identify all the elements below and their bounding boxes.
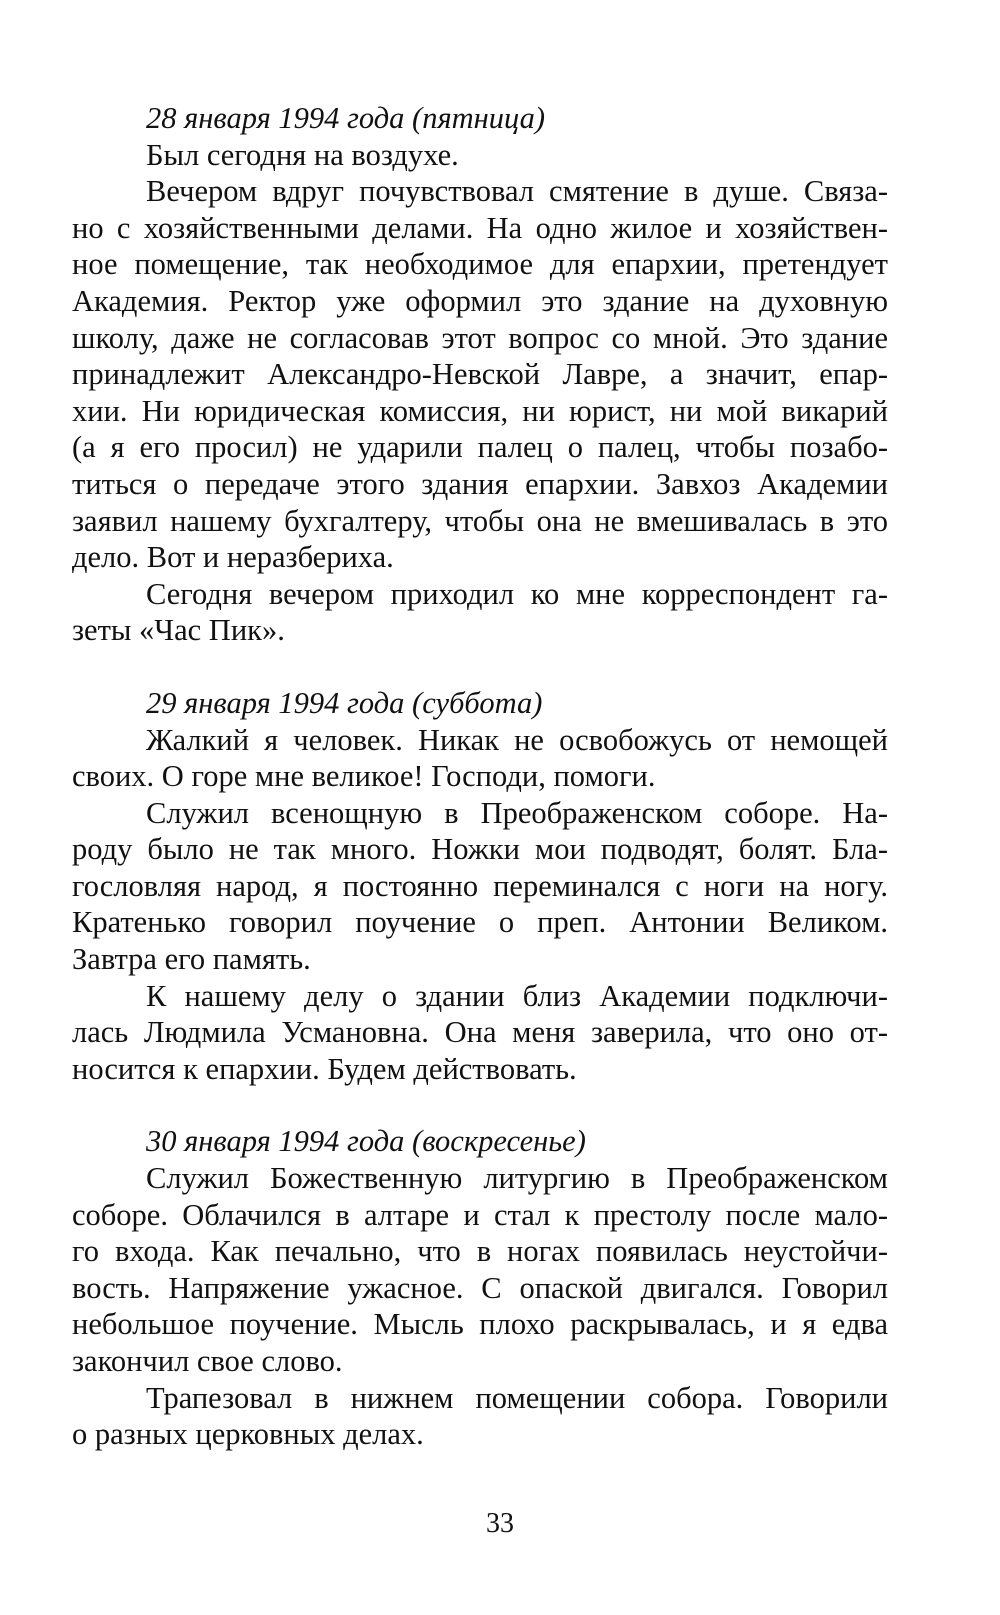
text-line: ное помещение, так необходимое для епархии, претендует [72, 247, 888, 282]
paragraph [72, 576, 888, 649]
text-line: дело. Вот и неразбериха. [72, 540, 394, 575]
diary-entries [72, 100, 888, 1453]
text-line: своих. О горе мне великое! Господи, помоги. [72, 759, 656, 794]
text-line: лась Людмила Усмановна. Она меня заверила, что оно от- [72, 1015, 888, 1050]
text-line: принадлежит Александро-Невской Лавре, а значит, епар- [72, 357, 888, 392]
text-line: закончил свое слово. [72, 1344, 343, 1378]
text-line: К нашему делу о здании близ Академии подключи- [146, 978, 888, 1013]
page-number: 33 [486, 1508, 514, 1539]
entry-date: 29 января 1994 года (суббота) [146, 685, 543, 720]
text-line: вость. Напряжение ужасное. С опаской двигался. Говорил [72, 1270, 888, 1305]
text-line: о разных церковных делах. [72, 1417, 424, 1452]
text-line: Завтра его память. [72, 942, 311, 977]
diary-entry [72, 1123, 888, 1452]
text-line: (а я его просил) не ударили палец о палец, чтобы позабо- [72, 430, 888, 465]
text-line: хии. Ни юридическая комиссия, ни юрист, ни мой викарий [72, 393, 888, 428]
paragraph [72, 137, 888, 174]
text-line: Трапезовал в нижнем помещении собора. Говорили [146, 1380, 888, 1415]
text-line: но с хозяйственными делами. На одно жилое и хозяйствен- [72, 210, 888, 245]
text-line: го входа. Как печально, что в ногах появилась неустойчи- [72, 1234, 888, 1269]
text-line: Служил всенощную в Преображенском соборе. На- [146, 795, 888, 830]
text-line: школу, даже не согласовав этот вопрос со мной. Это здание [72, 320, 888, 355]
page-body [72, 100, 888, 1489]
paragraph [72, 173, 888, 576]
text-line: заявил нашему бухгалтеру, чтобы она не вмешивалась в это [72, 503, 888, 538]
entry-date: 30 января 1994 года (воскресенье) [146, 1124, 586, 1159]
text-line: носится к епархии. Будем действовать. [72, 1051, 577, 1086]
text-line: Был сегодня на воздухе. [146, 137, 459, 172]
paragraph [72, 978, 888, 1088]
text-line: Вечером вдруг почувствовал смятение в душе. Связа- [146, 174, 888, 209]
text-line: небольшое поучение. Мысль плохо раскрывалась, и я едва [72, 1307, 888, 1342]
diary-entry [72, 100, 888, 649]
text-line: Служил Божественную литургию в Преображенском [146, 1161, 888, 1196]
text-line: Академия. Ректор уже оформил это здание на духовную [72, 283, 888, 318]
paragraph [72, 722, 888, 795]
text-line: зеты «Час Пик». [72, 613, 285, 648]
text-line: Жалкий я человек. Никак не освобожусь от немощей [146, 722, 888, 757]
paragraph [72, 1160, 888, 1380]
diary-entry [72, 685, 888, 1088]
paragraph [72, 1380, 888, 1453]
text-line: титься о передаче этого здания епархии. Завхоз Академии [72, 466, 888, 501]
text-line: Кратенько говорил поучение о преп. Антонии Великом. [72, 905, 888, 940]
paragraph [72, 795, 888, 978]
text-line: Сегодня вечером приходил ко мне корреспондент га- [146, 576, 888, 611]
text-line: гословляя народ, я постоянно переминался с ноги на ногу. [72, 868, 888, 903]
text-line: соборе. Облачился в алтаре и стал к престолу после мало- [72, 1197, 888, 1232]
entry-date: 28 января 1994 года (пятница) [146, 101, 546, 135]
text-line: роду было не так много. Ножки мои подводят, болят. Бла- [72, 832, 888, 867]
